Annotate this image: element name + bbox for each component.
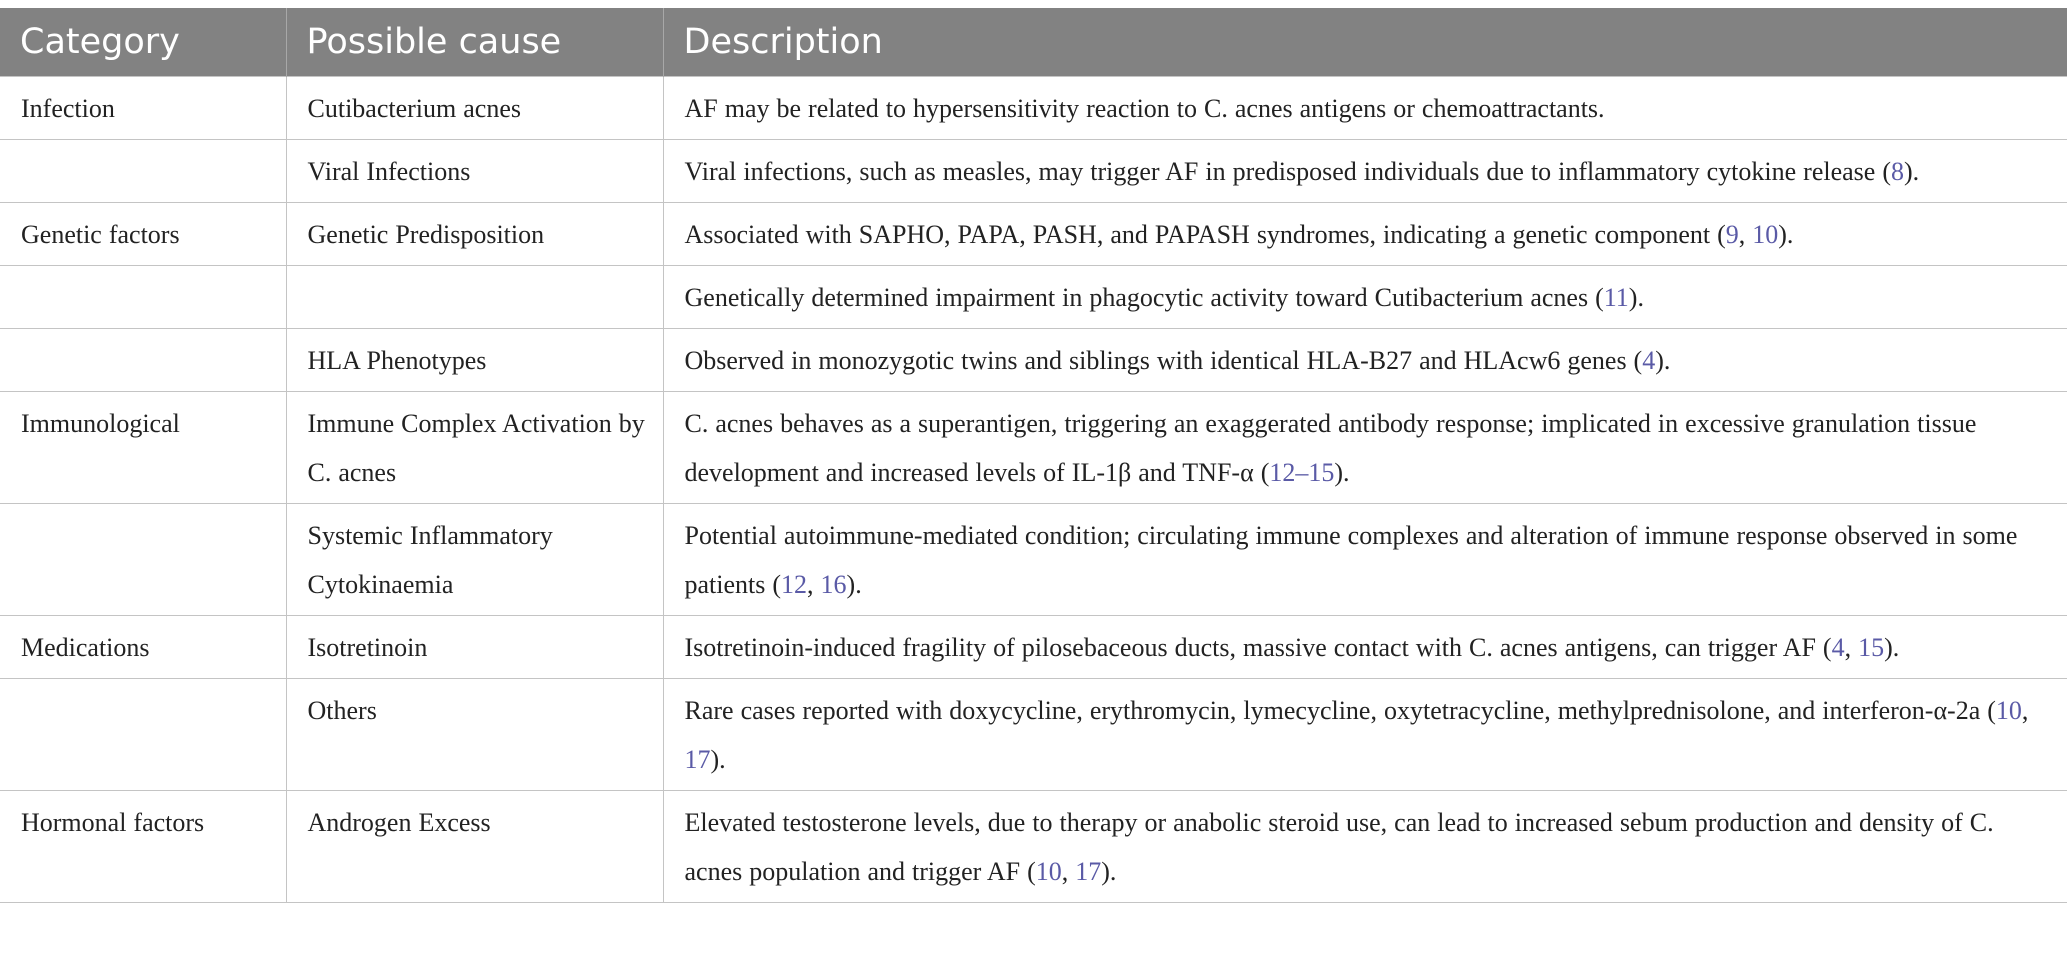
reference-link[interactable]: 10 <box>1995 696 2022 725</box>
description-text: ). <box>1655 346 1671 375</box>
description-text: Isotretinoin-induced fragility of pilosebaceous ducts, massive contact with C. acnes antigens, can trigger AF ( <box>684 633 1832 662</box>
cause-cell: HLA Phenotypes <box>286 329 663 392</box>
table-header <box>0 8 2067 77</box>
description-text: C. acnes behaves as a superantigen, triggering an exaggerated antibody response; implicated in excessive granulation tissue development and increased levels of IL-1β and TNF-α ( <box>684 409 1977 487</box>
description-text: Observed in monozygotic twins and siblings with identical HLA-B27 and HLAcw6 genes ( <box>684 346 1643 375</box>
reference-link[interactable]: 10 <box>1035 857 1062 886</box>
category-cell <box>0 266 286 329</box>
description-text: ). <box>1628 283 1644 312</box>
description-text: ). <box>1903 157 1920 186</box>
description-text: ). <box>1334 458 1350 487</box>
cause-cell: Cutibacterium acnes <box>286 77 663 140</box>
description-text: Potential autoimmune-mediated condition; circulating immune complexes and alteration of immune response observed in some patients ( <box>684 521 2018 599</box>
description-text: AF may be related to hypersensitivity reaction to C. acnes antigens or chemoattractants. <box>684 94 1605 123</box>
table-row <box>0 679 2067 791</box>
description-text: , <box>2021 696 2029 725</box>
header-possible-cause: Possible cause <box>286 8 663 77</box>
header-row <box>0 8 2067 77</box>
header-description: Description <box>663 8 2067 77</box>
cause-cell: Viral Infections <box>286 140 663 203</box>
table-row <box>0 504 2067 616</box>
category-cell <box>0 679 286 791</box>
table-row <box>0 329 2067 392</box>
category-cell: Infection <box>0 77 286 140</box>
table-body <box>0 77 2067 903</box>
table-row <box>0 203 2067 266</box>
category-cell <box>0 140 286 203</box>
reference-link[interactable]: 15 <box>1858 633 1885 662</box>
description-text: , <box>807 570 821 599</box>
table-row <box>0 77 2067 140</box>
header-category: Category <box>0 8 286 77</box>
category-cell: Genetic factors <box>0 203 286 266</box>
reference-link[interactable]: 9 <box>1725 220 1739 249</box>
description-text: ). <box>1778 220 1794 249</box>
description-text: Viral infections, such as measles, may trigger AF in predisposed individuals due to inflammatory cytokine release ( <box>684 157 1891 186</box>
description-cell <box>663 329 2067 392</box>
cause-cell: Systemic Inflammatory Cytokinaemia <box>286 504 663 616</box>
reference-link[interactable]: 12–15 <box>1269 458 1335 487</box>
causes-table <box>0 8 2067 903</box>
description-cell <box>663 679 2067 791</box>
reference-link[interactable]: 17 <box>1075 857 1102 886</box>
description-text: ). <box>710 745 726 774</box>
table-row <box>0 266 2067 329</box>
description-cell <box>663 77 2067 140</box>
description-cell <box>663 392 2067 504</box>
cause-cell: Genetic Predisposition <box>286 203 663 266</box>
description-cell <box>663 266 2067 329</box>
reference-link[interactable]: 11 <box>1603 283 1629 312</box>
category-cell: Medications <box>0 616 286 679</box>
cause-cell: Others <box>286 679 663 791</box>
description-text: , <box>1844 633 1859 662</box>
description-text: ). <box>846 570 862 599</box>
description-cell <box>663 140 2067 203</box>
reference-link[interactable]: 16 <box>820 570 847 599</box>
description-cell <box>663 504 2067 616</box>
description-cell <box>663 203 2067 266</box>
cause-cell: Immune Complex Activation by C. acnes <box>286 392 663 504</box>
table-row <box>0 791 2067 903</box>
reference-link[interactable]: 12 <box>781 570 808 599</box>
category-cell: Hormonal factors <box>0 791 286 903</box>
description-cell <box>663 791 2067 903</box>
cause-cell: Isotretinoin <box>286 616 663 679</box>
cause-cell <box>286 266 663 329</box>
table-row <box>0 140 2067 203</box>
cause-cell: Androgen Excess <box>286 791 663 903</box>
category-cell: Immunological <box>0 392 286 504</box>
description-text: , <box>1061 857 1076 886</box>
description-text: ). <box>1884 633 1900 662</box>
reference-link[interactable]: 17 <box>684 745 711 774</box>
category-cell <box>0 329 286 392</box>
table-row <box>0 616 2067 679</box>
reference-link[interactable]: 4 <box>1831 633 1845 662</box>
description-text: Associated with SAPHO, PAPA, PASH, and PAPASH syndromes, indicating a genetic component ( <box>684 220 1726 249</box>
description-text: , <box>1738 220 1753 249</box>
description-cell <box>663 616 2067 679</box>
description-text: ). <box>1101 857 1117 886</box>
category-cell <box>0 504 286 616</box>
description-text: Elevated testosterone levels, due to therapy or anabolic steroid use, can lead to increased sebum production and density of C. acnes population and trigger AF ( <box>684 808 1994 886</box>
description-text: Rare cases reported with doxycycline, erythromycin, lymecycline, oxytetracycline, methylprednisolone, and interferon-α-2a ( <box>684 696 1996 725</box>
reference-link[interactable]: 10 <box>1752 220 1779 249</box>
table-row <box>0 392 2067 504</box>
reference-link[interactable]: 4 <box>1642 346 1656 375</box>
description-text: Genetically determined impairment in phagocytic activity toward Cutibacterium acnes ( <box>684 283 1604 312</box>
reference-link[interactable]: 8 <box>1890 157 1904 186</box>
